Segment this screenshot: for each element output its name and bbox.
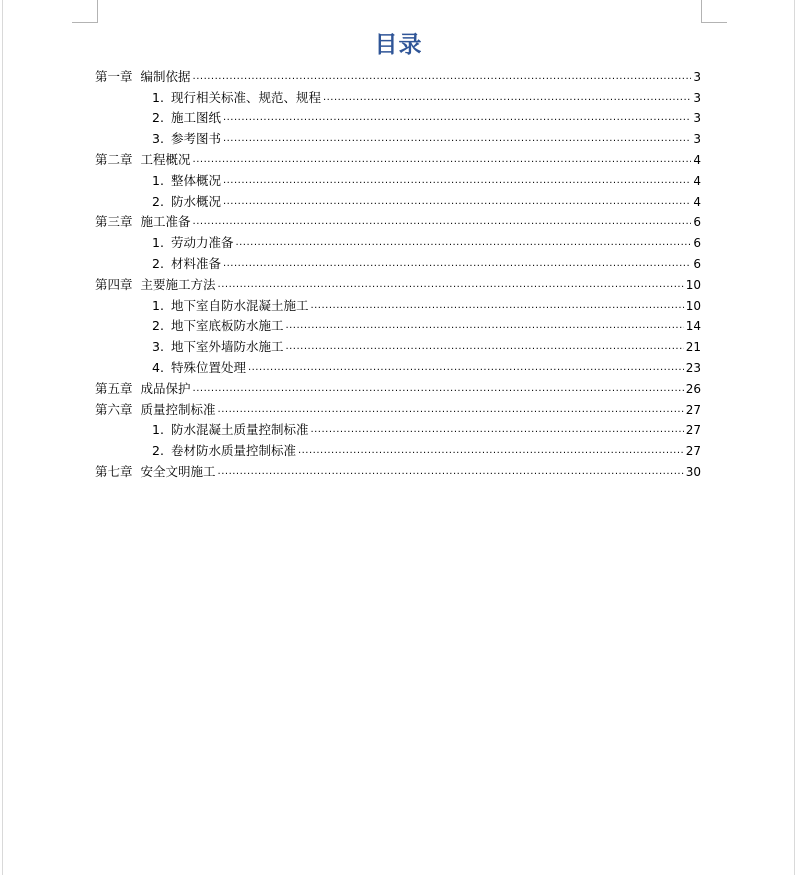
toc-section-entry[interactable] (95, 438, 701, 459)
toc-entry-text: 现行相关标准、规范、规程 (170, 89, 321, 105)
toc-chapter-number: 第二章 (95, 151, 133, 167)
toc-entry-text: 防水概况 (170, 193, 221, 209)
toc-dot-leader (218, 467, 684, 477)
toc-entry-label (95, 464, 216, 480)
toc-chapter-entry[interactable] (95, 272, 701, 293)
toc-entry-text: 防水混凝土质量控制标准 (170, 422, 309, 438)
toc-section-number: 1. (152, 297, 164, 313)
toc-entry-label (95, 152, 191, 168)
toc-entry-label (152, 90, 321, 106)
toc-dot-leader (223, 113, 691, 123)
toc-page-number: 3 (693, 132, 701, 147)
toc-entry-text: 施工图纸 (170, 110, 221, 126)
toc-entry-text: 地下室自防水混凝土施工 (170, 297, 309, 313)
toc-entry-text: 质量控制标准 (140, 401, 216, 417)
toc-dot-leader (285, 321, 683, 331)
toc-dot-leader (193, 384, 684, 394)
toc-section-number: 1. (152, 422, 164, 438)
toc-section-number: 3. (152, 339, 164, 355)
toc-chapter-number: 第七章 (95, 463, 133, 479)
toc-entry-label (152, 235, 233, 251)
toc-entry-text: 施工准备 (140, 214, 191, 230)
toc-section-entry[interactable] (95, 168, 701, 189)
page-edge-right (794, 0, 795, 875)
toc-chapter-entry[interactable] (95, 64, 701, 85)
toc-dot-leader (285, 342, 683, 352)
toc-chapter-number: 第一章 (95, 68, 133, 84)
toc-section-entry[interactable] (95, 293, 701, 314)
toc-entry-text: 成品保护 (140, 380, 191, 396)
toc-dot-leader (223, 134, 691, 144)
toc-chapter-number: 第四章 (95, 276, 133, 292)
crop-mark-top-right (701, 0, 727, 23)
toc-entry-text: 地下室底板防水施工 (170, 318, 284, 334)
toc-section-number: 4. (152, 359, 164, 375)
toc-dot-leader (218, 405, 684, 415)
toc-page-number: 3 (693, 111, 701, 126)
toc-section-number: 2. (152, 255, 164, 271)
toc-dot-leader (193, 72, 692, 82)
toc-page-number: 4 (693, 194, 701, 209)
toc-chapter-number: 第六章 (95, 401, 133, 417)
toc-entry-label (152, 173, 221, 189)
toc-entry-label (95, 402, 216, 418)
toc-page-number: 27 (685, 402, 701, 417)
toc-chapter-entry[interactable] (95, 459, 701, 480)
toc-dot-leader (223, 176, 691, 186)
toc-section-number: 3. (152, 131, 164, 147)
toc-section-entry[interactable] (95, 334, 701, 355)
toc-entry-label (95, 69, 191, 85)
toc-entry-label (152, 194, 221, 210)
toc-entry-label (152, 318, 283, 334)
toc-entry-text: 劳动力准备 (170, 235, 234, 251)
toc-entry-text: 地下室外墙防水施工 (170, 339, 284, 355)
toc-dot-leader (248, 363, 684, 373)
toc-page-number: 14 (685, 319, 701, 334)
toc-entry-text: 卷材防水质量控制标准 (170, 443, 296, 459)
toc-dot-leader (323, 93, 691, 103)
toc-dot-leader (223, 197, 691, 207)
toc-entry-text: 参考图书 (170, 131, 221, 147)
toc-section-entry[interactable] (95, 106, 701, 127)
toc-chapter-number: 第三章 (95, 214, 133, 230)
toc-page-number: 4 (693, 173, 701, 188)
toc-entry-label (95, 214, 191, 230)
toc-entry-label (152, 360, 246, 376)
toc-section-entry[interactable] (95, 85, 701, 106)
toc-dot-leader (193, 155, 692, 165)
toc-entry-label (152, 110, 221, 126)
toc-entry-label (152, 339, 283, 355)
toc-entry-label (152, 298, 308, 314)
toc-section-entry[interactable] (95, 126, 701, 147)
toc-section-entry[interactable] (95, 189, 701, 210)
toc-entry-text: 整体概况 (170, 172, 221, 188)
toc-chapter-number: 第五章 (95, 380, 133, 396)
toc-section-entry[interactable] (95, 251, 701, 272)
toc-page-number: 27 (685, 444, 701, 459)
table-of-contents (95, 64, 701, 480)
toc-section-entry[interactable] (95, 230, 701, 251)
toc-page-number: 6 (693, 215, 701, 230)
toc-chapter-entry[interactable] (95, 210, 701, 231)
toc-entry-label (152, 422, 308, 438)
toc-section-number: 2. (152, 110, 164, 126)
toc-page-number: 3 (693, 90, 701, 105)
toc-entry-text: 主要施工方法 (140, 276, 216, 292)
toc-section-entry[interactable] (95, 314, 701, 335)
toc-entry-text: 特殊位置处理 (170, 359, 246, 375)
toc-entry-text: 编制依据 (140, 68, 191, 84)
toc-page-number: 4 (693, 152, 701, 167)
toc-dot-leader (235, 238, 691, 248)
toc-section-entry[interactable] (95, 355, 701, 376)
toc-section-number: 2. (152, 318, 164, 334)
toc-dot-leader (193, 217, 692, 227)
toc-page-number: 27 (685, 423, 701, 438)
toc-page-number: 21 (685, 340, 701, 355)
toc-section-number: 2. (152, 443, 164, 459)
toc-dot-leader (223, 259, 691, 269)
toc-entry-text: 材料准备 (170, 255, 221, 271)
toc-entry-label (152, 443, 296, 459)
toc-entry-text: 工程概况 (140, 151, 191, 167)
toc-section-number: 2. (152, 193, 164, 209)
toc-page-number: 6 (693, 256, 701, 271)
toc-dot-leader (298, 446, 684, 456)
toc-section-number: 1. (152, 89, 164, 105)
toc-entry-label (95, 381, 191, 397)
toc-entry-label (95, 277, 216, 293)
toc-title: 目录 (374, 32, 423, 58)
toc-section-entry[interactable] (95, 418, 701, 439)
toc-page-number: 23 (685, 360, 701, 375)
toc-page-number: 26 (685, 381, 701, 396)
page-edge-left (2, 0, 3, 875)
crop-mark-top-left (72, 0, 98, 23)
toc-page-number: 3 (693, 69, 701, 84)
toc-chapter-entry[interactable] (95, 397, 701, 418)
toc-entry-label (152, 131, 221, 147)
toc-page-number: 10 (685, 277, 701, 292)
toc-page-number: 30 (685, 464, 701, 479)
toc-chapter-entry[interactable] (95, 376, 701, 397)
toc-dot-leader (310, 425, 683, 435)
toc-entry-label (152, 256, 221, 272)
toc-section-number: 1. (152, 235, 164, 251)
toc-dot-leader (310, 301, 683, 311)
toc-chapter-entry[interactable] (95, 147, 701, 168)
toc-dot-leader (218, 280, 684, 290)
toc-page-number: 6 (693, 236, 701, 251)
toc-section-number: 1. (152, 172, 164, 188)
toc-page-number: 10 (685, 298, 701, 313)
toc-entry-text: 安全文明施工 (140, 463, 216, 479)
